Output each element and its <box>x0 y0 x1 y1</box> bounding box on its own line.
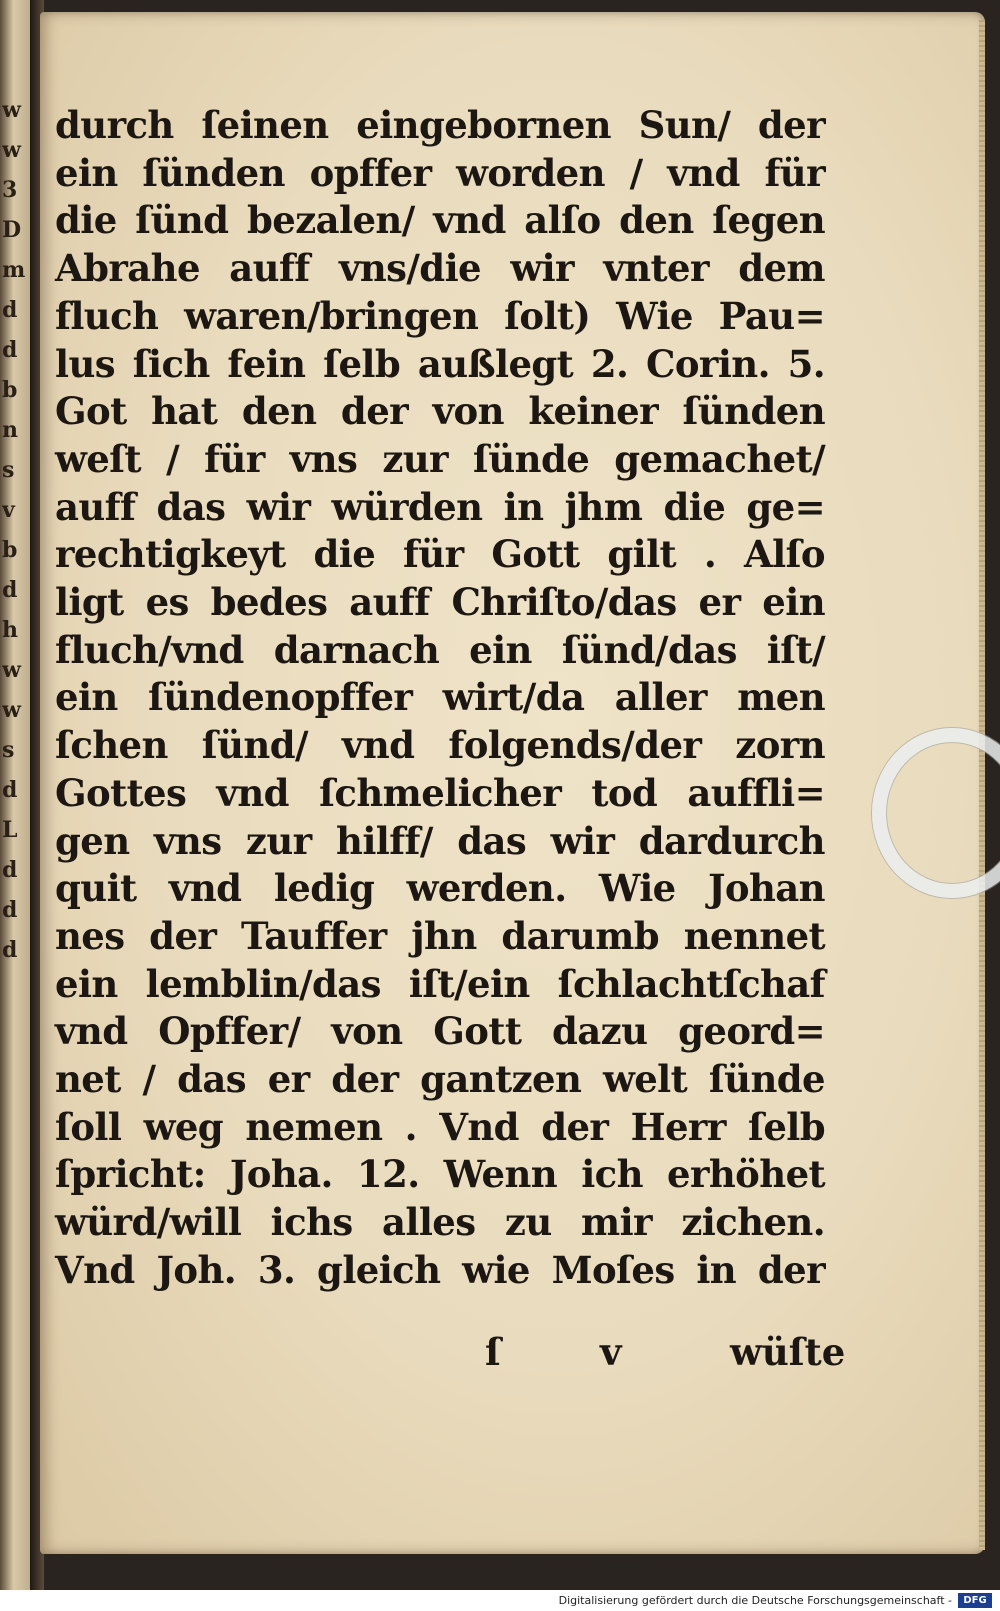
text-line: Gottes vnd ſchmelicher tod auffli= <box>55 770 825 815</box>
text-line: nes der Tauffer jhn darumb nennet <box>55 913 825 958</box>
text-line: fluch/vnd darnach ein ſünd/das iſt/ <box>55 627 825 672</box>
text-line: würd/will ichs alles zu mir zichen. <box>55 1200 825 1245</box>
text-line: ein ſündenopffer wirt/da aller men <box>55 675 825 720</box>
text-line: Got hat den der von keiner ſünden <box>55 389 825 434</box>
text-line: net / das er der gantzen welt ſünde <box>55 1057 825 1102</box>
text-line: rechtigkeyt die für Gott gilt . Alſo <box>55 532 825 577</box>
body-text <box>55 102 825 1295</box>
facing-page-edge <box>0 0 30 1590</box>
catchword: wüſte <box>730 1330 846 1374</box>
text-line: Abrahe auff vns/die wir vnter dem <box>55 246 825 291</box>
text-line: vnd Opffer/ von Gott dazu geord= <box>55 1009 825 1054</box>
text-line: lus ſich fein ſelb außlegt 2. Corin. 5. <box>55 341 825 386</box>
text-line: ein lemblin/das iſt/ein ſchlachtſchaf <box>55 961 825 1006</box>
text-line: durch ſeinen eingebornen Sun/ der <box>55 103 825 147</box>
funding-credit: Digitalisierung gefördert durch die Deutsche Forschungsgemeinschaft - <box>558 1594 952 1607</box>
book-page <box>40 12 985 1554</box>
text-line: quit vnd ledig werden. Wie Johan <box>55 866 825 911</box>
text-line: ſchen ſünd/ vnd folgends/der zorn <box>55 723 825 768</box>
signature-line <box>40 1330 846 1378</box>
text-line: ſpricht: Joha. 12. Wenn ich erhöhet <box>55 1152 825 1197</box>
text-line: fluch waren/bringen ſolt) Wie Pau= <box>55 293 825 338</box>
text-line: ligt es bedes auff Chriſto/das er ein <box>55 580 825 625</box>
text-line: ein ſünden opffer worden / vnd für <box>55 150 825 195</box>
text-line: Vnd Joh. 3. gleich wie Moſes in der <box>55 1247 825 1292</box>
footer-bar <box>0 1590 1000 1611</box>
signature-mark: v <box>600 1330 622 1374</box>
text-line: gen vns zur hilff/ das wir dardurch <box>55 818 825 863</box>
text-line: weſt / für vns zur ſünde gemachet/ <box>55 436 825 481</box>
dfg-logo: DFG <box>958 1593 992 1608</box>
text-line: die ſünd bezalen/ vnd alſo den ſegen <box>55 198 825 243</box>
text-line: ſoll weg nemen . Vnd der Herr ſelb <box>55 1104 825 1149</box>
facing-page-text-fragment: w w 3 D m d d b n s v b d h w w s d L d d d <box>2 97 25 963</box>
text-line: auff das wir würden in jhm die ge= <box>55 484 825 529</box>
signature-mark: ſ <box>485 1330 501 1374</box>
